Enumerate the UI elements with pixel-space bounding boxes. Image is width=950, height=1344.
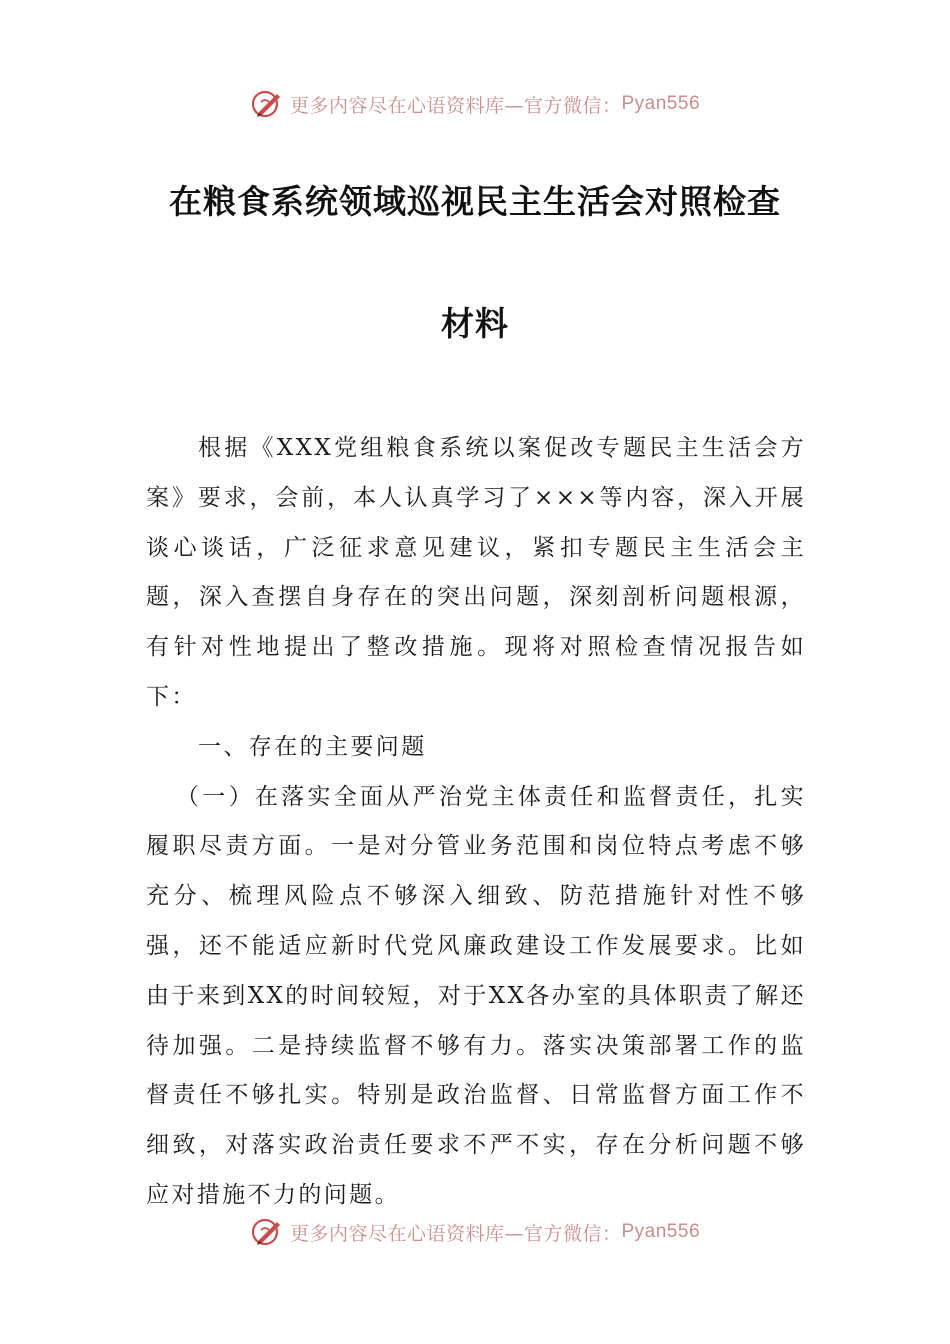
watermark-footer (0, 1212, 950, 1252)
document-body (146, 424, 806, 1221)
watermark-text: 更多内容尽在心语资料库—官方微信： (289, 94, 622, 117)
paragraph-problem-1: （一）在落实全面从严治党主体责任和监督责任，扎实履职尽责方面。一是对分管业务范围和岗位特点考虑不够充分、梳理风险点不够深入细致、防范措施针对性不够强，还不能适应新时代党风廉政建设工作发展要求。比如由于来到XX的时间较短，对于XX各办室的具体职责了解还待加强。二是持续监督不够有力。落实决策部署工作的监督责任不够扎实。特别是政治监督、日常监督方面工作不细致，对落实政治责任要求不严不实，存在分析问题不够应对措施不力的问题。 (146, 783, 806, 1208)
watermark-text: 更多内容尽在心语资料库—官方微信： (289, 1222, 622, 1245)
document-title-line-2: 材料 (441, 304, 509, 343)
watermark-wechat-id: Pyan556 (621, 1221, 701, 1242)
document-title-line-1: 在粮食系统领域巡视民主生活会对照检查 (169, 182, 781, 221)
watermark-header (0, 84, 950, 124)
watermark-wechat-id: Pyan556 (621, 93, 701, 114)
paragraph-intro: 根据《XXX党组粮食系统以案促改专题民主生活会方案》要求，会前，本人认真学习了×××等内容，深入开展谈心谈话，广泛征求意见建议，紧扣专题民主生活会主题，深入查摆自身存在的突出问题，深刻剖析问题根源，有针对性地提出了整改措施。现将对照检查情况报告如下： (146, 435, 806, 710)
pen-logo-icon (250, 1215, 284, 1249)
section-heading: 一、存在的主要问题 (198, 733, 427, 760)
pen-logo-icon (250, 87, 284, 121)
